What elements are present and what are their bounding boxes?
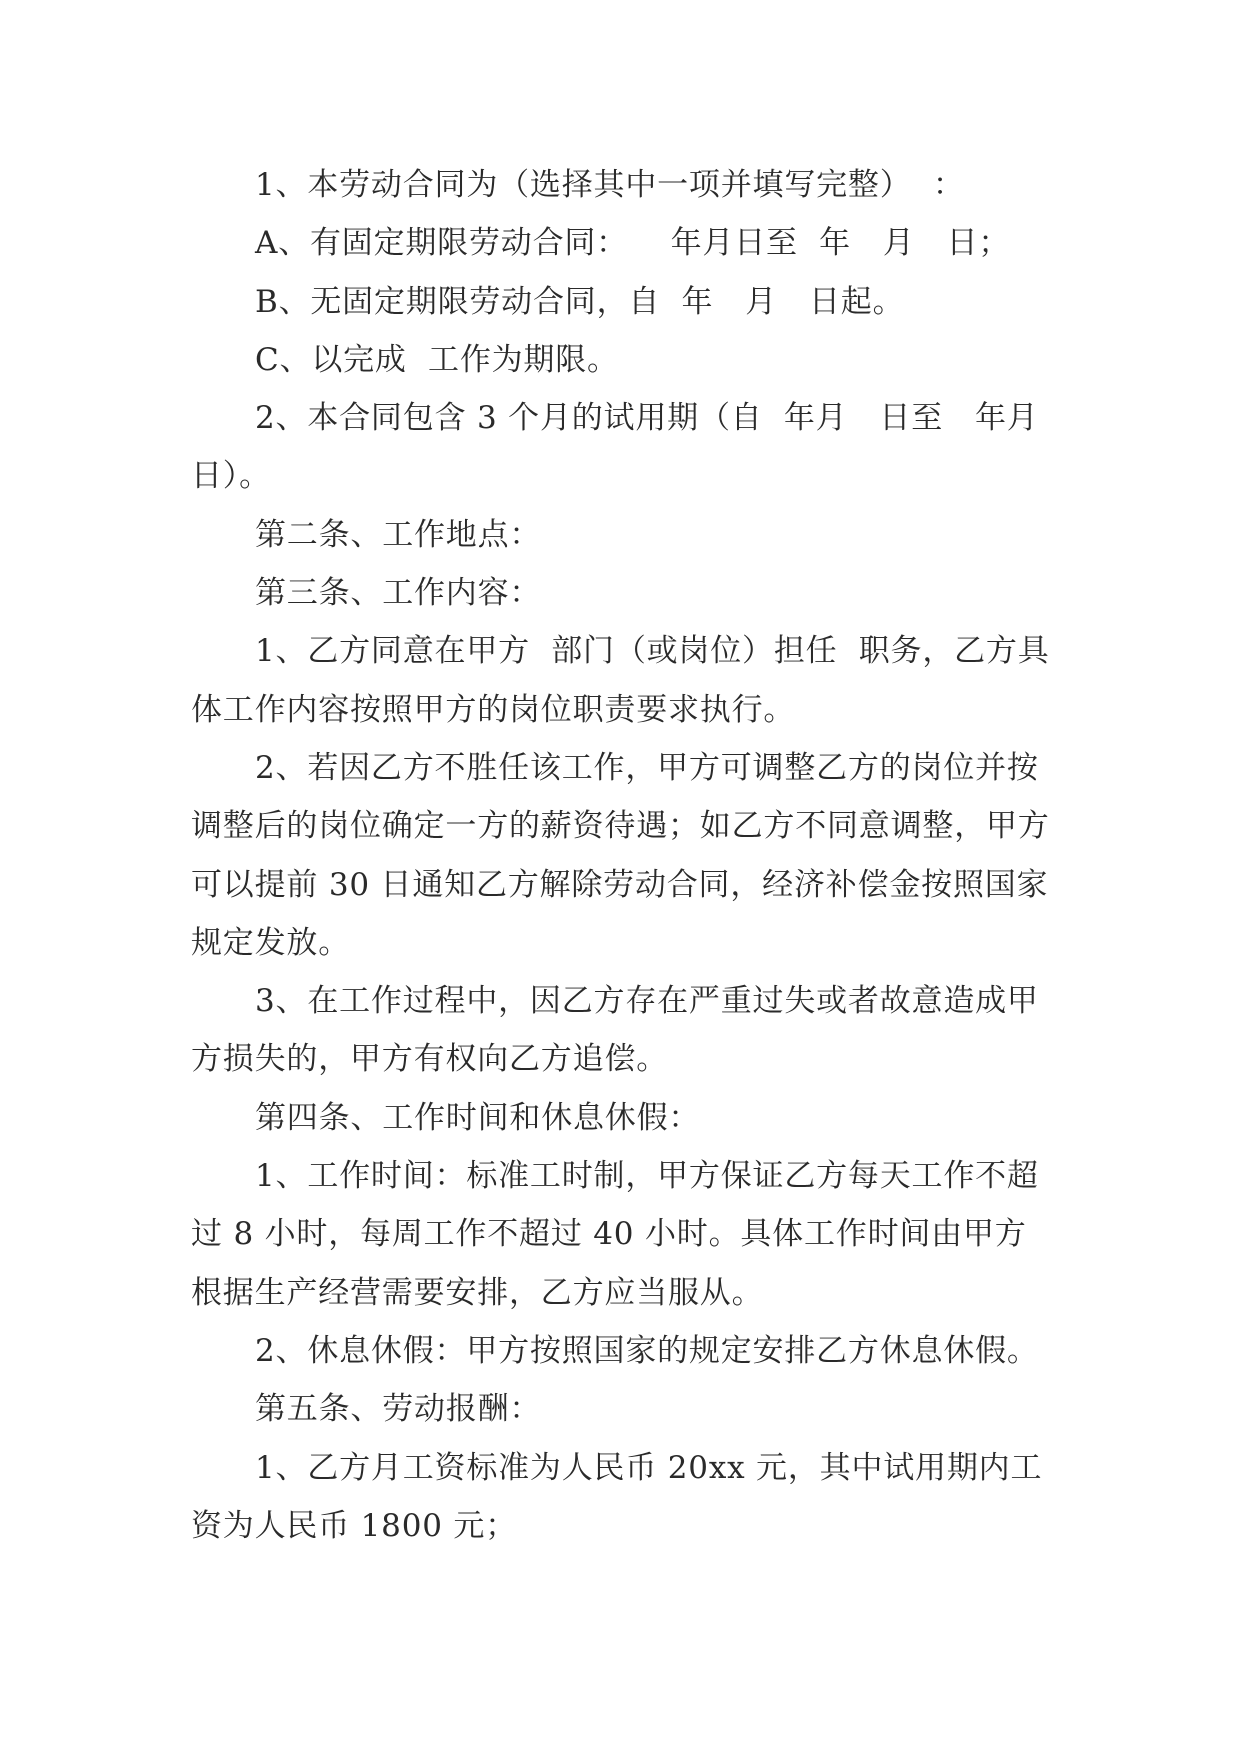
probation-clause: 2、本合同包含 3 个月的试用期（自 年月 日至 年月日）。 bbox=[191, 400, 1039, 495]
open-ended-option: B、无固定期限劳动合同，自 年 月 日起。 bbox=[255, 283, 905, 320]
article-4-heading: 第四条、工作时间和休息休假： bbox=[255, 1099, 701, 1136]
fixed-term-option: A、有固定期限劳动合同： 年月日至 年 月 日； bbox=[255, 225, 1011, 262]
job-adjustment-clause: 2、若因乙方不胜任该工作，甲方可调整乙方的岗位并按调整后的岗位确定一方的薪资待遇；如乙方不同意调整，甲方可以提前 30 日通知乙方解除劳动合同，经济补偿金按照国家规定发放。 bbox=[191, 749, 1050, 961]
job-assignment-clause: 1、乙方同意在甲方 部门（或岗位）担任 职务，乙方具体工作内容按照甲方的岗位职责要求执行。 bbox=[191, 633, 1050, 728]
working-hours-clause: 1、工作时间：标准工时制，甲方保证乙方每天工作不超过 8 小时，每周工作不超过 40 小时。具体工作时间由甲方根据生产经营需要安排，乙方应当服从。 bbox=[191, 1158, 1039, 1311]
article-2-heading: 第二条、工作地点： bbox=[255, 516, 542, 553]
contract-body bbox=[191, 156, 1050, 1555]
compensation-liability-clause: 3、在工作过程中，因乙方存在严重过失或者故意造成甲方损失的，甲方有权向乙方追偿。 bbox=[191, 983, 1039, 1078]
rest-leave-clause: 2、休息休假：甲方按照国家的规定安排乙方休息休假。 bbox=[255, 1332, 1039, 1369]
article-5-heading: 第五条、劳动报酬： bbox=[255, 1391, 542, 1428]
salary-clause: 1、乙方月工资标准为人民币 20xx 元，其中试用期内工资为人民币 1800 元； bbox=[191, 1449, 1043, 1544]
contract-term-intro: 1、本劳动合同为（选择其中一项并填写完整） ： bbox=[255, 167, 965, 203]
article-3-heading: 第三条、工作内容： bbox=[255, 575, 542, 612]
task-based-option: C、以完成 工作为期限。 bbox=[255, 341, 619, 378]
